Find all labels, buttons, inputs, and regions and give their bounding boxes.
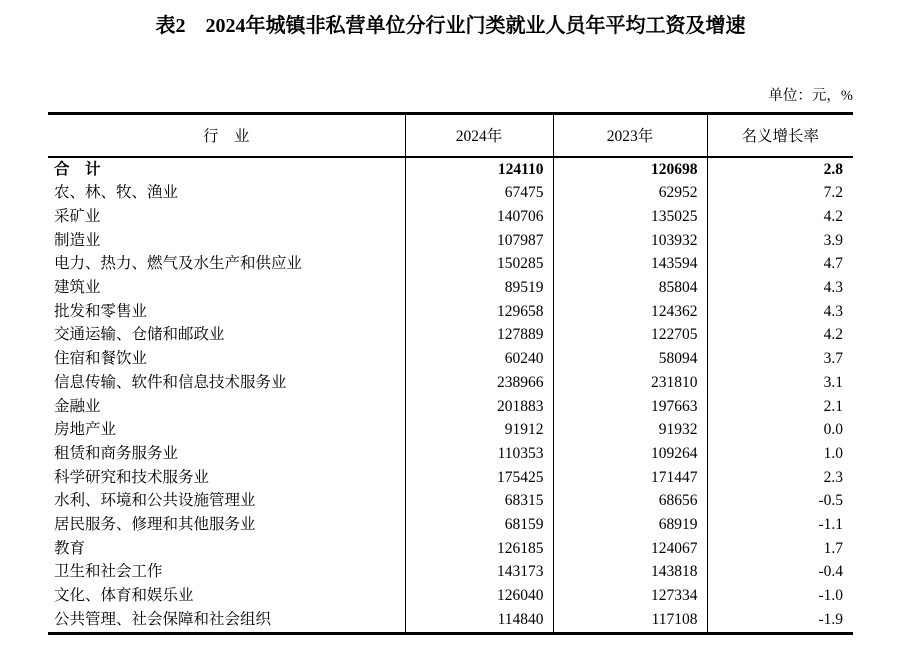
wage-2024-cell: 140706: [405, 205, 553, 229]
table-body: [48, 157, 853, 634]
table-header: [48, 114, 853, 157]
table-row: [48, 442, 853, 466]
wage-2023-cell: 120698: [553, 157, 707, 182]
growth-rate-cell: 1.7: [707, 537, 853, 561]
industry-cell: 租赁和商务服务业: [54, 444, 179, 462]
growth-rate-cell: -1.9: [707, 608, 853, 633]
growth-rate-cell: 7.2: [707, 181, 853, 205]
table-row: [48, 300, 853, 324]
industry-cell: 信息传输、软件和信息技术服务业: [54, 373, 287, 391]
wage-2024-cell: 126040: [405, 584, 553, 608]
industry-cell: 农、林、牧、渔业: [54, 184, 179, 202]
wage-2024-cell: 175425: [405, 466, 553, 490]
wage-2023-cell: 127334: [553, 584, 707, 608]
growth-rate-cell: 2.1: [707, 395, 853, 419]
wage-2023-cell: 85804: [553, 276, 707, 300]
wage-2024-cell: 143173: [405, 560, 553, 584]
col-header-industry: 行 业: [48, 114, 405, 157]
table-row: [48, 371, 853, 395]
growth-rate-cell: 4.2: [707, 323, 853, 347]
unit-note: 单位：元，%: [768, 88, 853, 104]
col-header-2024: 2024年: [405, 114, 553, 157]
wage-2023-cell: 122705: [553, 323, 707, 347]
industry-cell: 文化、体育和娱乐业: [54, 587, 194, 605]
growth-rate-cell: -1.0: [707, 584, 853, 608]
wage-2023-cell: 171447: [553, 466, 707, 490]
wage-2023-cell: 68919: [553, 513, 707, 537]
growth-rate-cell: -0.5: [707, 489, 853, 513]
growth-rate-cell: 0.0: [707, 418, 853, 442]
table-row: [48, 205, 853, 229]
industry-cell: 住宿和餐饮业: [54, 350, 148, 368]
table-area: [48, 86, 853, 635]
table-row: [48, 252, 853, 276]
table-row: [48, 608, 853, 633]
wage-2023-cell: 124067: [553, 537, 707, 561]
industry-cell: 科学研究和技术服务业: [54, 468, 210, 486]
wage-2023-cell: 62952: [553, 181, 707, 205]
col-header-growth-rate: 名义增长率: [707, 114, 853, 157]
industry-cell: 合 计: [54, 160, 101, 178]
growth-rate-cell: 4.2: [707, 205, 853, 229]
header-row: [48, 114, 853, 157]
table-row: [48, 229, 853, 253]
growth-rate-cell: 1.0: [707, 442, 853, 466]
wage-2024-cell: 110353: [405, 442, 553, 466]
wage-2024-cell: 67475: [405, 181, 553, 205]
industry-cell: 制造业: [54, 231, 101, 249]
wage-2024-cell: 129658: [405, 300, 553, 324]
wage-2024-cell: 89519: [405, 276, 553, 300]
industry-cell: 居民服务、修理和其他服务业: [54, 516, 256, 534]
industry-cell: 公共管理、社会保障和社会组织: [54, 610, 272, 628]
wage-2023-cell: 117108: [553, 608, 707, 633]
wage-2024-cell: 68159: [405, 513, 553, 537]
wage-2023-cell: 231810: [553, 371, 707, 395]
wage-2023-cell: 143818: [553, 560, 707, 584]
table-row: [48, 276, 853, 300]
industry-cell: 教育: [54, 539, 86, 557]
wage-table: [48, 112, 853, 635]
table-row: [48, 466, 853, 490]
wage-2023-cell: 124362: [553, 300, 707, 324]
table-row: [48, 560, 853, 584]
wage-2024-cell: 114840: [405, 608, 553, 633]
growth-rate-cell: -0.4: [707, 560, 853, 584]
wage-2024-cell: 91912: [405, 418, 553, 442]
growth-rate-cell: 3.7: [707, 347, 853, 371]
growth-rate-cell: 3.1: [707, 371, 853, 395]
table-row: [48, 489, 853, 513]
industry-cell: 采矿业: [54, 207, 101, 225]
wage-2024-cell: 238966: [405, 371, 553, 395]
wage-2023-cell: 68656: [553, 489, 707, 513]
table-row: [48, 323, 853, 347]
wage-2023-cell: 58094: [553, 347, 707, 371]
industry-cell: 房地产业: [54, 421, 117, 439]
wage-2023-cell: 197663: [553, 395, 707, 419]
industry-cell: 电力、热力、燃气及水生产和供应业: [54, 255, 303, 273]
wage-2024-cell: 60240: [405, 347, 553, 371]
growth-rate-cell: 4.3: [707, 276, 853, 300]
table-row: [48, 347, 853, 371]
growth-rate-cell: 3.9: [707, 229, 853, 253]
industry-cell: 水利、环境和公共设施管理业: [54, 492, 256, 510]
table-row: [48, 181, 853, 205]
growth-rate-cell: 4.7: [707, 252, 853, 276]
table-row: [48, 157, 853, 182]
growth-rate-cell: 2.8: [707, 157, 853, 182]
wage-2023-cell: 143594: [553, 252, 707, 276]
col-header-2023: 2023年: [553, 114, 707, 157]
industry-cell: 批发和零售业: [54, 302, 148, 320]
page-title: 表2 2024年城镇非私营单位分行业门类就业人员年平均工资及增速: [155, 15, 746, 37]
growth-rate-cell: 4.3: [707, 300, 853, 324]
industry-cell: 交通运输、仓储和邮政业: [54, 326, 225, 344]
wage-2024-cell: 150285: [405, 252, 553, 276]
wage-2023-cell: 103932: [553, 229, 707, 253]
table-row: [48, 395, 853, 419]
table-row: [48, 513, 853, 537]
table-row: [48, 537, 853, 561]
wage-2024-cell: 201883: [405, 395, 553, 419]
wage-2024-cell: 124110: [405, 157, 553, 182]
wage-2023-cell: 135025: [553, 205, 707, 229]
wage-2023-cell: 91932: [553, 418, 707, 442]
wage-2024-cell: 68315: [405, 489, 553, 513]
table-row: [48, 418, 853, 442]
growth-rate-cell: -1.1: [707, 513, 853, 537]
industry-cell: 卫生和社会工作: [54, 563, 163, 581]
wage-2024-cell: 127889: [405, 323, 553, 347]
wage-2024-cell: 126185: [405, 537, 553, 561]
table-row: [48, 584, 853, 608]
industry-cell: 建筑业: [54, 279, 101, 297]
wage-2023-cell: 109264: [553, 442, 707, 466]
wage-2024-cell: 107987: [405, 229, 553, 253]
industry-cell: 金融业: [54, 397, 101, 415]
growth-rate-cell: 2.3: [707, 466, 853, 490]
